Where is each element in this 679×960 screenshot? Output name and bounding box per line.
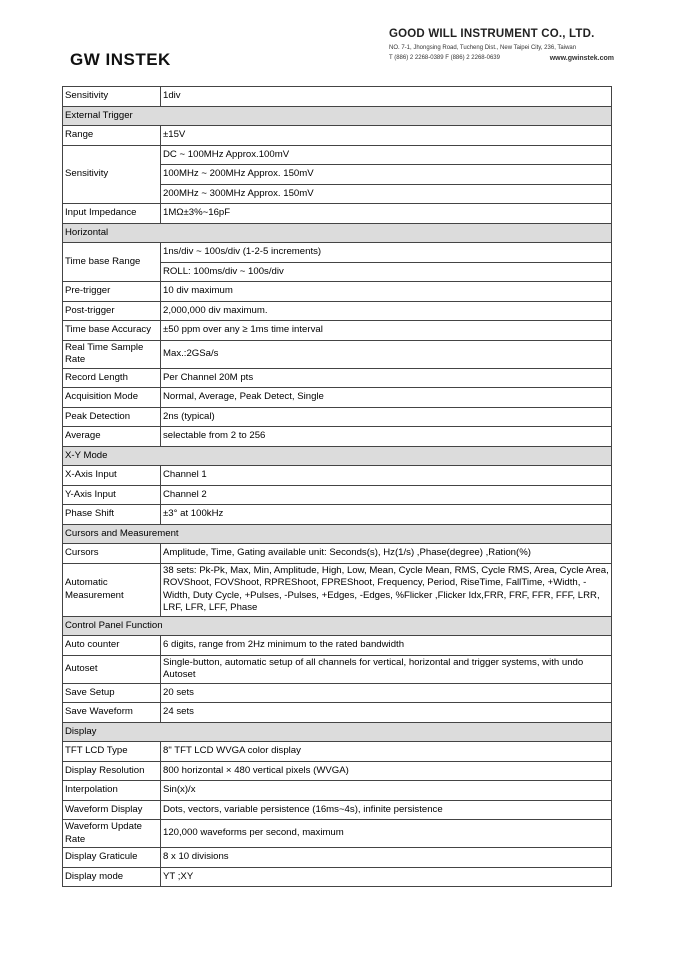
spec-value: Max.:2GSa/s xyxy=(161,340,612,368)
spec-row xyxy=(63,761,612,781)
spec-label: Range xyxy=(63,126,161,146)
spec-value: selectable from 2 to 256 xyxy=(161,427,612,447)
spec-value: Dots, vectors, variable persistence (16ms~4s), infinite persistence xyxy=(161,800,612,820)
spec-row xyxy=(63,243,612,263)
spec-value: 20 sets xyxy=(161,683,612,703)
spec-row xyxy=(63,636,612,656)
spec-label: Save Setup xyxy=(63,683,161,703)
spec-value: 2ns (typical) xyxy=(161,407,612,427)
spec-row xyxy=(63,368,612,388)
spec-row xyxy=(63,781,612,801)
spec-row xyxy=(63,388,612,408)
spec-value: 6 digits, range from 2Hz minimum to the rated bandwidth xyxy=(161,636,612,656)
section-title: X-Y Mode xyxy=(63,446,612,466)
spec-row xyxy=(63,321,612,341)
section-title: External Trigger xyxy=(63,106,612,126)
spec-row xyxy=(63,301,612,321)
spec-row xyxy=(63,407,612,427)
spec-value: Single-button, automatic setup of all channels for vertical, horizontal and trigger systems, with undo Autoset xyxy=(161,655,612,683)
spec-row xyxy=(63,703,612,723)
spec-value: ±3° at 100kHz xyxy=(161,505,612,525)
spec-label: Cursors xyxy=(63,544,161,564)
spec-row xyxy=(63,655,612,683)
spec-row xyxy=(63,742,612,762)
spec-label: Pre-trigger xyxy=(63,282,161,302)
section-title: Control Panel Function xyxy=(63,616,612,636)
spec-row xyxy=(63,87,612,107)
spec-value: Channel 2 xyxy=(161,485,612,505)
spec-label: Display mode xyxy=(63,867,161,887)
spec-label: Interpolation xyxy=(63,781,161,801)
spec-label: Time base Range xyxy=(63,243,161,282)
spec-row xyxy=(63,563,612,616)
spec-label: Phase Shift xyxy=(63,505,161,525)
spec-row xyxy=(63,867,612,887)
spec-value: 800 horizontal × 480 vertical pixels (WVGA) xyxy=(161,761,612,781)
spec-label: Display Graticule xyxy=(63,848,161,868)
spec-value: 2,000,000 div maximum. xyxy=(161,301,612,321)
spec-label: TFT LCD Type xyxy=(63,742,161,762)
website: www.gwinstek.com xyxy=(549,55,614,62)
section-header-row xyxy=(63,223,612,243)
spec-label: Sensitivity xyxy=(63,145,161,204)
spec-label: Save Waveform xyxy=(63,703,161,723)
spec-label: Display Resolution xyxy=(63,761,161,781)
spec-value: 100MHz ~ 200MHz Approx. 150mV xyxy=(161,165,612,185)
spec-value: 24 sets xyxy=(161,703,612,723)
spec-value: 8 x 10 divisions xyxy=(161,848,612,868)
spec-row xyxy=(63,485,612,505)
spec-value: Channel 1 xyxy=(161,466,612,486)
company-name: GOOD WILL INSTRUMENT CO., LTD. xyxy=(389,28,595,40)
spec-label: Time base Accuracy xyxy=(63,321,161,341)
spec-value: 38 sets: Pk-Pk, Max, Min, Amplitude, High, Low, Mean, Cycle Mean, RMS, Cycle RMS, Area, Cycle Area, ROVShoot, FOVShoot, RPREShoot, FPREShoot, Frequency, Period, RiseTime, FallTime, +Width, -Width, Duty Cycle, +Pulses, -Pulses, +Edges, -Edges, %Flicker ,Flicker Idx,FRR, FRF, FFR, FFF, LRR, LRF, LFR, LFF, Phase xyxy=(161,563,612,616)
spec-value: 10 div maximum xyxy=(161,282,612,302)
spec-label: Average xyxy=(63,427,161,447)
spec-label: Sensitivity xyxy=(63,87,161,107)
spec-value: ±15V xyxy=(161,126,612,146)
section-header-row xyxy=(63,524,612,544)
spec-value: ROLL: 100ms/div ~ 100s/div xyxy=(161,262,612,282)
spec-table-body xyxy=(63,87,612,887)
spec-row xyxy=(63,544,612,564)
spec-label: Auto counter xyxy=(63,636,161,656)
spec-label: Automatic Measurement xyxy=(63,563,161,616)
spec-value: 1MΩ±3%~16pF xyxy=(161,204,612,224)
spec-row xyxy=(63,145,612,165)
spec-value: 1div xyxy=(161,87,612,107)
section-header-row xyxy=(63,106,612,126)
spec-label: Waveform Display xyxy=(63,800,161,820)
spec-value: YT ;XY xyxy=(161,867,612,887)
spec-row xyxy=(63,683,612,703)
spec-row xyxy=(63,204,612,224)
spec-value: 1ns/div ~ 100s/div (1-2-5 increments) xyxy=(161,243,612,263)
gw-instek-logo: GW INSTEK xyxy=(70,50,171,69)
spec-value: ±50 ppm over any ≥ 1ms time interval xyxy=(161,321,612,341)
section-header-row xyxy=(63,616,612,636)
spec-value: Normal, Average, Peak Detect, Single xyxy=(161,388,612,408)
spec-value: 200MHz ~ 300MHz Approx. 150mV xyxy=(161,184,612,204)
spec-label: Autoset xyxy=(63,655,161,683)
spec-value: Sin(x)/x xyxy=(161,781,612,801)
section-title: Display xyxy=(63,722,612,742)
spec-label: Real Time Sample Rate xyxy=(63,340,161,368)
spec-row xyxy=(63,427,612,447)
spec-row xyxy=(63,505,612,525)
spec-label: Y-Axis Input xyxy=(63,485,161,505)
spec-row xyxy=(63,800,612,820)
spec-value: Amplitude, Time, Gating available unit: Seconds(s), Hz(1/s) ,Phase(degree) ,Ration(%) xyxy=(161,544,612,564)
spec-table xyxy=(62,86,612,887)
company-contact xyxy=(389,55,614,62)
spec-label: Post-trigger xyxy=(63,301,161,321)
phone-fax: T (886) 2 2268-0389 F (886) 2 2268-0639 xyxy=(389,55,500,61)
spec-label: Input Impedance xyxy=(63,204,161,224)
spec-value: DC ~ 100MHz Approx.100mV xyxy=(161,145,612,165)
company-info xyxy=(389,28,614,62)
section-header-row xyxy=(63,446,612,466)
spec-label: Acquisition Mode xyxy=(63,388,161,408)
spec-label: Record Length xyxy=(63,368,161,388)
spec-row xyxy=(63,126,612,146)
spec-row xyxy=(63,340,612,368)
spec-row xyxy=(63,282,612,302)
spec-row xyxy=(63,466,612,486)
spec-label: Waveform Update Rate xyxy=(63,820,161,848)
section-title: Horizontal xyxy=(63,223,612,243)
spec-label: Peak Detection xyxy=(63,407,161,427)
spec-row xyxy=(63,820,612,848)
spec-label: X-Axis Input xyxy=(63,466,161,486)
section-header-row xyxy=(63,722,612,742)
company-address: NO. 7-1, Jhongsing Road, Tucheng Dist., New Taipei City, 236, Taiwan xyxy=(389,45,577,51)
spec-value: 120,000 waveforms per second, maximum xyxy=(161,820,612,848)
spec-value: Per Channel 20M pts xyxy=(161,368,612,388)
section-title: Cursors and Measurement xyxy=(63,524,612,544)
spec-row xyxy=(63,848,612,868)
spec-value: 8" TFT LCD WVGA color display xyxy=(161,742,612,762)
